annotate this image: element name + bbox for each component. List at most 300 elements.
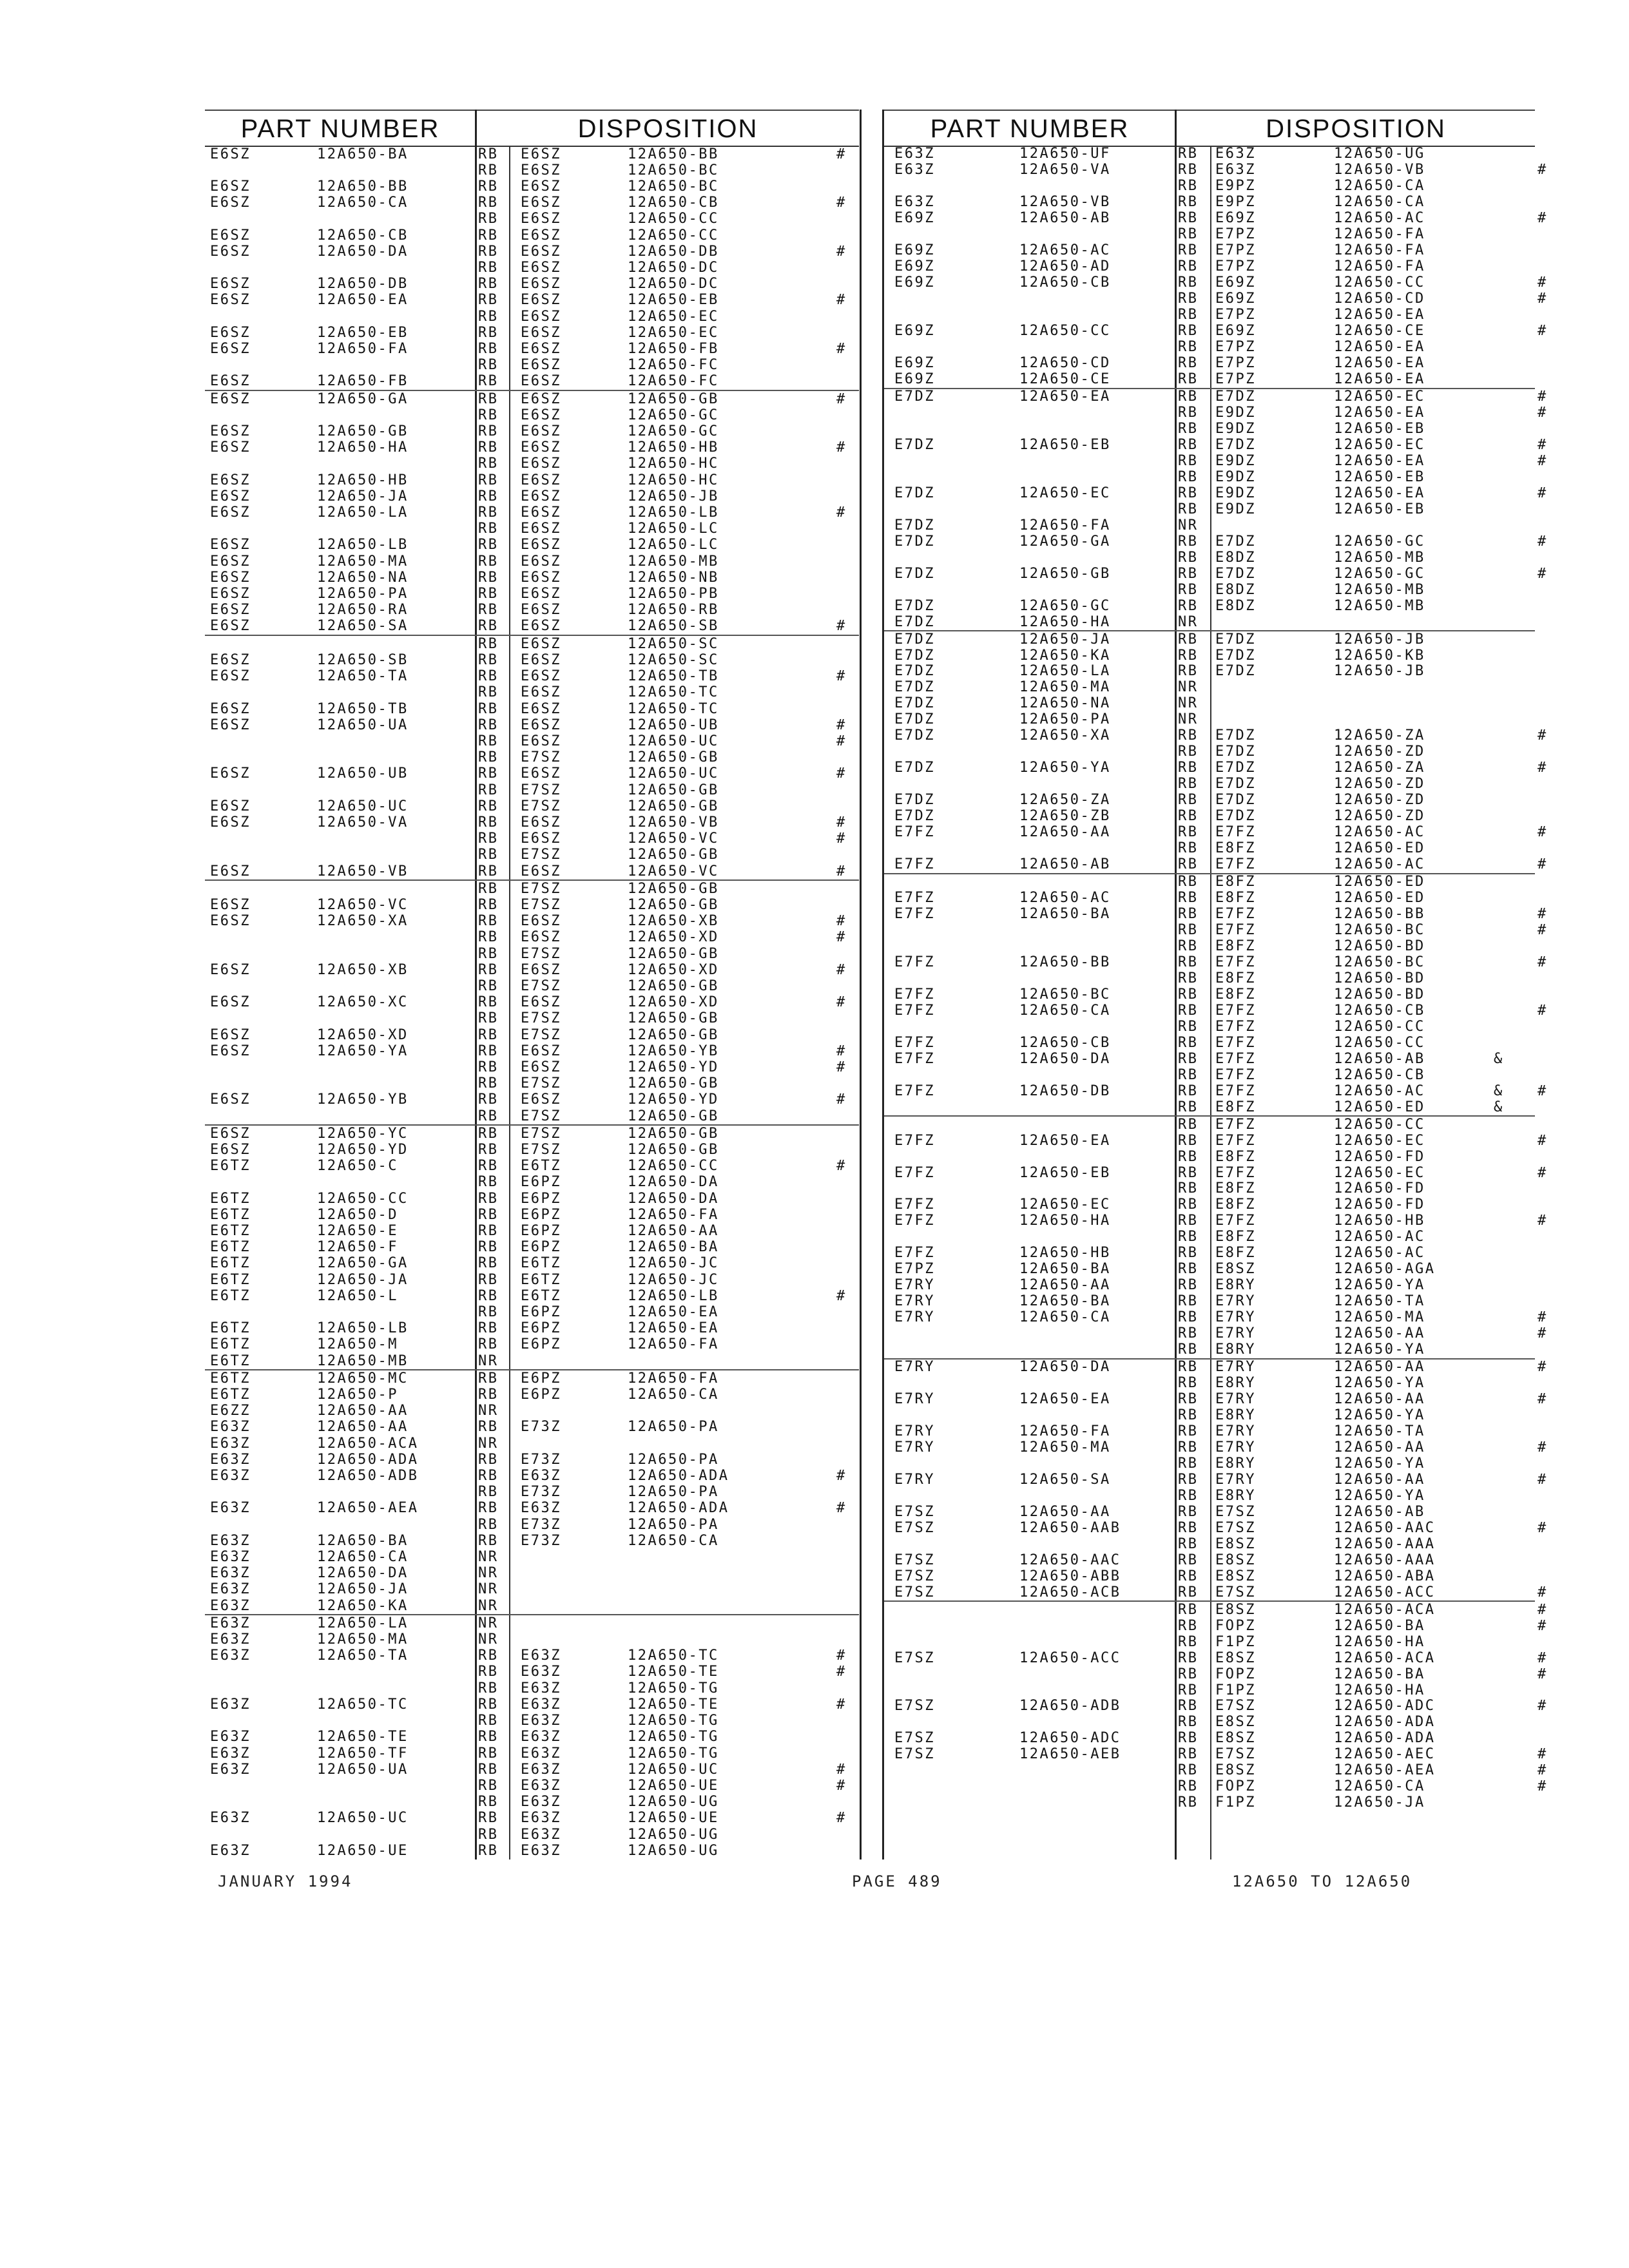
- replacement-number: 12A650-GB: [628, 798, 719, 814]
- table-row: [884, 1132, 1548, 1149]
- replacement-number: 12A650-DC: [628, 260, 719, 276]
- replacement-prefix: E63Z: [521, 1777, 561, 1794]
- replacement-number: 12A650-AA: [1334, 1391, 1425, 1408]
- table-row: [205, 1108, 859, 1124]
- table-row: [884, 1002, 1548, 1019]
- disposition-code: RB: [1178, 647, 1199, 664]
- replacement-prefix: E6SZ: [521, 178, 561, 195]
- replacement-number: 12A650-UG: [1334, 146, 1425, 162]
- replacement-prefix: F1PZ: [1215, 1682, 1256, 1698]
- part-prefix: E7RY: [894, 1391, 935, 1408]
- note-mark: #: [1537, 162, 1548, 178]
- replacement-prefix: E7RY: [1215, 1293, 1256, 1310]
- part-number: 12A650-AEB: [1019, 1746, 1121, 1763]
- replacement-number: 12A650-FA: [628, 1370, 719, 1387]
- part-number: 12A650-EA: [317, 292, 409, 309]
- part-prefix: E63Z: [210, 1696, 251, 1713]
- table-row: [884, 1278, 1535, 1294]
- replacement-prefix: E9PZ: [1215, 194, 1256, 211]
- replacement-number: 12A650-UE: [628, 1810, 719, 1827]
- table-row: [884, 1262, 1535, 1278]
- replacement-prefix: E6PZ: [521, 1174, 561, 1191]
- part-prefix: E63Z: [894, 162, 935, 178]
- table-row: [884, 1342, 1535, 1358]
- table-row: [205, 325, 859, 341]
- part-number: 12A650-AA: [317, 1419, 409, 1436]
- replacement-number: 12A650-CC: [628, 227, 719, 244]
- table-row: [205, 1353, 859, 1369]
- table-row: [205, 1369, 859, 1387]
- replacement-prefix: E8FZ: [1215, 1148, 1256, 1165]
- part-prefix: E6TZ: [210, 1158, 251, 1175]
- table-row: [884, 1149, 1535, 1165]
- replacement-prefix: E6SZ: [521, 276, 561, 293]
- table-row: [205, 309, 859, 325]
- disposition-code: RB: [1178, 581, 1199, 598]
- replacement-prefix: E63Z: [521, 1664, 561, 1680]
- part-prefix: E7RY: [894, 1423, 935, 1440]
- note-mark: #: [1537, 1666, 1548, 1682]
- note-mark: #: [1537, 565, 1548, 582]
- replacement-prefix: E73Z: [521, 1484, 561, 1501]
- replacement-prefix: E7DZ: [1215, 776, 1256, 793]
- replacement-prefix: E8SZ: [1215, 1762, 1256, 1779]
- note-mark: #: [1537, 1762, 1548, 1779]
- part-prefix: E63Z: [210, 1419, 251, 1436]
- part-prefix: E6SZ: [210, 716, 251, 733]
- replacement-number: 12A650-YA: [1334, 1277, 1425, 1294]
- replacement-prefix: E7FZ: [1215, 856, 1256, 873]
- disposition-code: RB: [1178, 970, 1199, 986]
- replacement-prefix: E6PZ: [521, 1223, 561, 1239]
- replacement-prefix: E7SZ: [1215, 1698, 1256, 1715]
- table-row: [205, 1664, 859, 1680]
- replacement-number: 12A650-ABA: [1334, 1568, 1436, 1584]
- replacement-prefix: E8RY: [1215, 1277, 1256, 1294]
- replacement-number: 12A650-YD: [628, 1091, 719, 1108]
- table-row: [884, 776, 1535, 793]
- disposition-code: RB: [478, 1842, 499, 1859]
- disposition-code: RB: [478, 733, 499, 749]
- replacement-prefix: E9DZ: [1215, 404, 1256, 421]
- replacement-prefix: E7RY: [1215, 1423, 1256, 1440]
- part-number: 12A650-AA: [1019, 824, 1111, 841]
- replacement-prefix: E6SZ: [521, 618, 561, 635]
- note-mark: #: [1537, 1519, 1548, 1536]
- disposition-code: RB: [478, 521, 499, 537]
- part-number: 12A650-UC: [317, 798, 409, 814]
- replacement-number: 12A650-GB: [628, 1026, 719, 1043]
- replacement-number: 12A650-FA: [1334, 258, 1425, 275]
- replacement-prefix: E7SZ: [521, 977, 561, 994]
- left-disposition-header: DISPOSITION: [577, 114, 758, 143]
- disposition-code: RB: [478, 1206, 499, 1223]
- part-number: 12A650-AC: [1019, 242, 1111, 259]
- table-row: [205, 1027, 859, 1043]
- replacement-prefix: E6SZ: [521, 716, 561, 733]
- disposition-code: RB: [478, 847, 499, 863]
- disposition-code: RB: [1178, 1293, 1199, 1310]
- replacement-number: 12A650-EB: [628, 292, 719, 309]
- replacement-prefix: E7DZ: [1215, 533, 1256, 550]
- table-row: [205, 1452, 859, 1468]
- replacement-number: 12A650-AAC: [1334, 1519, 1436, 1536]
- part-number: 12A650-JA: [317, 1271, 409, 1288]
- table-row: [205, 423, 859, 439]
- table-row: [884, 243, 1535, 259]
- replacement-prefix: E6SZ: [521, 324, 561, 341]
- disposition-code: RB: [478, 1370, 499, 1387]
- replacement-number: 12A650-BC: [1334, 954, 1425, 970]
- table-row: [205, 814, 859, 831]
- note-mark: #: [836, 1091, 847, 1108]
- part-number: 12A650-ZA: [1019, 792, 1111, 809]
- table-row: [205, 1549, 859, 1565]
- replacement-prefix: E6PZ: [521, 1336, 561, 1353]
- table-row: [205, 978, 859, 994]
- replacement-prefix: E8FZ: [1215, 937, 1256, 954]
- table-row: [884, 1051, 1535, 1067]
- table-row: [205, 488, 859, 505]
- part-prefix: E63Z: [210, 1745, 251, 1762]
- disposition-code: RB: [1178, 1698, 1199, 1715]
- disposition-code: RB: [1178, 986, 1199, 1003]
- disposition-code: RB: [1178, 404, 1199, 421]
- replacement-prefix: E8FZ: [1215, 1196, 1256, 1213]
- left-parts-table: [205, 146, 859, 1859]
- table-row: [205, 1288, 859, 1304]
- replacement-number: 12A650-AA: [1334, 1439, 1425, 1456]
- disposition-code: RB: [1178, 420, 1199, 437]
- disposition-code: RB: [1178, 792, 1199, 809]
- replacement-number: 12A650-DA: [628, 1174, 719, 1191]
- part-prefix: E7FZ: [894, 1034, 935, 1051]
- part-number: 12A650-CB: [1019, 274, 1111, 291]
- disposition-code: RB: [1178, 840, 1199, 857]
- part-number: 12A650-MA: [1019, 679, 1111, 696]
- disposition-code: RB: [1178, 1633, 1199, 1650]
- part-number: 12A650-XD: [317, 1026, 409, 1043]
- replacement-prefix: E73Z: [521, 1419, 561, 1436]
- replacement-number: 12A650-ZD: [1334, 744, 1425, 760]
- replacement-number: 12A650-XB: [628, 913, 719, 930]
- table-row: [205, 1419, 859, 1436]
- replacement-number: 12A650-TC: [628, 1648, 719, 1664]
- table-row: [884, 1325, 1548, 1342]
- replacement-prefix: E7SZ: [521, 847, 561, 863]
- replacement-number: 12A650-FD: [1334, 1180, 1425, 1197]
- part-number: 12A650-AC: [1019, 890, 1111, 907]
- table-row: [884, 1309, 1548, 1326]
- replacement-number: 12A650-YA: [1334, 1375, 1425, 1392]
- table-row: [884, 259, 1535, 275]
- replacement-prefix: E7SZ: [521, 782, 561, 798]
- disposition-code: RB: [1178, 1034, 1199, 1051]
- disposition-code: RB: [1178, 1245, 1199, 1262]
- replacement-prefix: E8SZ: [1215, 1601, 1256, 1618]
- disposition-code: RB: [1178, 323, 1199, 340]
- disposition-code: RB: [478, 211, 499, 227]
- replacement-prefix: E6TZ: [521, 1271, 561, 1288]
- replacement-number: 12A650-GB: [628, 847, 719, 863]
- disposition-code: RB: [478, 1091, 499, 1108]
- replacement-prefix: E8FZ: [1215, 840, 1256, 857]
- disposition-code: RB: [1178, 727, 1199, 744]
- table-row: [205, 1175, 859, 1191]
- disposition-code: RB: [1178, 452, 1199, 469]
- part-number: 12A650-YB: [317, 1091, 409, 1108]
- disposition-code: RB: [478, 407, 499, 423]
- table-row: [205, 162, 859, 178]
- replacement-number: 12A650-UC: [628, 1761, 719, 1778]
- disposition-code: RB: [478, 162, 499, 178]
- replacement-prefix: E6SZ: [521, 929, 561, 946]
- disposition-code: NR: [478, 1549, 499, 1566]
- disposition-code: RB: [478, 1304, 499, 1321]
- table-row: [205, 1517, 859, 1533]
- part-prefix: E6SZ: [210, 913, 251, 930]
- disposition-code: NR: [1178, 517, 1199, 533]
- disposition-code: RB: [478, 1059, 499, 1075]
- table-row: [205, 1745, 859, 1762]
- replacement-prefix: E6SZ: [521, 1091, 561, 1108]
- table-row: [884, 873, 1535, 890]
- replacement-prefix: E8DZ: [1215, 549, 1256, 566]
- part-number: 12A650-PA: [1019, 711, 1111, 728]
- part-prefix: E6SZ: [210, 700, 251, 717]
- replacement-prefix: E7DZ: [1215, 663, 1256, 680]
- part-number: 12A650-NA: [1019, 695, 1111, 712]
- part-number: 12A650-ACB: [1019, 1584, 1121, 1600]
- disposition-code: RB: [478, 1664, 499, 1680]
- part-prefix: E6SZ: [210, 618, 251, 635]
- replacement-number: 12A650-PB: [628, 586, 719, 602]
- disposition-code: RB: [478, 1680, 499, 1696]
- replacement-number: 12A650-CC: [628, 211, 719, 227]
- part-prefix: E7SZ: [894, 1568, 935, 1584]
- note-mark: #: [836, 292, 847, 309]
- note-mark: #: [1537, 1617, 1548, 1634]
- replacement-prefix: E63Z: [521, 1810, 561, 1827]
- replacement-prefix: E8SZ: [1215, 1535, 1256, 1552]
- replacement-prefix: E9DZ: [1215, 501, 1256, 517]
- part-number: 12A650-D: [317, 1206, 398, 1223]
- note-mark: #: [1537, 1778, 1548, 1795]
- part-prefix: E7RY: [894, 1471, 935, 1488]
- part-prefix: E7FZ: [894, 1196, 935, 1213]
- part-prefix: E63Z: [210, 1615, 251, 1631]
- part-number: 12A650-EB: [1019, 1164, 1111, 1181]
- disposition-code: RB: [478, 178, 499, 195]
- replacement-prefix: E8FZ: [1215, 890, 1256, 907]
- part-prefix: E6SZ: [210, 668, 251, 685]
- part-prefix: E7RY: [894, 1359, 935, 1376]
- right-disposition-header: DISPOSITION: [1266, 114, 1446, 143]
- table-row: [205, 227, 859, 244]
- disposition-code: RB: [1178, 1082, 1199, 1099]
- replacement-number: 12A650-DC: [628, 276, 719, 293]
- and-mark: &: [1494, 1050, 1504, 1067]
- disposition-code: RB: [1178, 808, 1199, 825]
- part-prefix: E6TZ: [210, 1190, 251, 1207]
- part-prefix: E6SZ: [210, 423, 251, 440]
- part-prefix: E7FZ: [894, 824, 935, 841]
- replacement-prefix: E63Z: [521, 1729, 561, 1745]
- part-number: 12A650-SA: [317, 618, 409, 635]
- table-row: [884, 1099, 1535, 1115]
- replacement-number: 12A650-CB: [1334, 1002, 1425, 1019]
- table-row: [884, 1213, 1548, 1229]
- disposition-code: RB: [1178, 210, 1199, 227]
- disposition-code: RB: [478, 1158, 499, 1175]
- replacement-number: 12A650-GB: [628, 782, 719, 798]
- replacement-number: 12A650-BC: [1334, 921, 1425, 938]
- part-prefix: E7RY: [894, 1439, 935, 1456]
- table-row: [205, 1256, 859, 1272]
- replacement-number: 12A650-CC: [628, 1158, 719, 1175]
- disposition-code: RB: [1178, 1116, 1199, 1133]
- part-number: 12A650-DA: [1019, 1050, 1111, 1067]
- replacement-prefix: E8SZ: [1215, 1649, 1256, 1666]
- note-mark: #: [836, 1158, 847, 1175]
- replacement-prefix: E7PZ: [1215, 242, 1256, 259]
- replacement-number: 12A650-KB: [1334, 647, 1425, 664]
- disposition-code: RB: [1178, 1519, 1199, 1536]
- note-mark: #: [836, 341, 847, 358]
- table-row: [884, 1456, 1535, 1472]
- part-number: 12A650-BA: [1019, 1293, 1111, 1310]
- disposition-code: RB: [478, 146, 499, 162]
- table-row: [205, 1059, 859, 1075]
- replacement-number: 12A650-MB: [1334, 549, 1425, 566]
- note-mark: #: [836, 1777, 847, 1794]
- replacement-number: 12A650-GB: [628, 1108, 719, 1124]
- part-prefix: E7DZ: [894, 792, 935, 809]
- part-number: 12A650-CA: [1019, 1309, 1111, 1326]
- part-prefix: E6SZ: [210, 651, 251, 668]
- table-row: [205, 440, 859, 456]
- replacement-number: 12A650-XD: [628, 929, 719, 946]
- disposition-code: RB: [478, 1043, 499, 1059]
- table-row: [205, 521, 859, 537]
- replacement-prefix: E6SZ: [521, 423, 561, 440]
- replacement-number: 12A650-FA: [1334, 242, 1425, 259]
- disposition-code: RB: [1178, 226, 1199, 243]
- part-prefix: E6SZ: [210, 276, 251, 293]
- table-row: [884, 890, 1535, 907]
- note-mark: #: [836, 814, 847, 831]
- note-mark: #: [1537, 1002, 1548, 1019]
- disposition-code: RB: [1178, 597, 1199, 614]
- disposition-code: RB: [1178, 776, 1199, 793]
- note-mark: #: [836, 913, 847, 930]
- part-prefix: E6SZ: [210, 341, 251, 358]
- note-mark: #: [1537, 1082, 1548, 1099]
- table-row: [884, 744, 1535, 760]
- replacement-number: 12A650-MB: [1334, 581, 1425, 598]
- part-prefix: E63Z: [894, 194, 935, 211]
- replacement-prefix: E6SZ: [521, 341, 561, 358]
- part-number: 12A650-GB: [1019, 565, 1111, 582]
- note-mark: #: [836, 961, 847, 978]
- table-row: [884, 1568, 1535, 1584]
- replacement-prefix: E8RY: [1215, 1341, 1256, 1358]
- replacement-prefix: E7FZ: [1215, 1034, 1256, 1051]
- disposition-code: RB: [478, 913, 499, 930]
- replacement-number: 12A650-NB: [628, 569, 719, 586]
- table-row: [205, 407, 859, 423]
- replacement-prefix: E7DZ: [1215, 727, 1256, 744]
- part-number: 12A650-DB: [317, 276, 409, 293]
- replacement-number: 12A650-EC: [628, 324, 719, 341]
- table-row: [884, 291, 1548, 307]
- disposition-code: RB: [478, 1190, 499, 1207]
- table-row: [205, 914, 859, 930]
- part-prefix: E7RY: [894, 1293, 935, 1310]
- part-number: 12A650-ADC: [1019, 1730, 1121, 1747]
- replacement-prefix: E6SZ: [521, 586, 561, 602]
- disposition-code: RB: [478, 357, 499, 374]
- replacement-number: 12A650-TC: [628, 700, 719, 717]
- part-number: 12A650-MA: [317, 1631, 409, 1648]
- replacement-prefix: E7FZ: [1215, 1164, 1256, 1181]
- replacement-number: 12A650-FA: [628, 1206, 719, 1223]
- replacement-prefix: E7PZ: [1215, 258, 1256, 275]
- table-row: [205, 701, 859, 717]
- part-number: 12A650-JA: [317, 488, 409, 505]
- part-number: 12A650-VA: [317, 814, 409, 831]
- table-row: [884, 970, 1535, 986]
- part-number: 12A650-CE: [1019, 371, 1111, 388]
- part-number: 12A650-AAB: [1019, 1519, 1121, 1536]
- part-number: 12A650-AEA: [317, 1500, 419, 1517]
- replacement-number: 12A650-EA: [1334, 355, 1425, 372]
- left-part-number-header: PART NUMBER: [240, 114, 440, 143]
- replacement-prefix: E6PZ: [521, 1304, 561, 1321]
- replacement-number: 12A650-GB: [628, 945, 719, 962]
- table-row: [205, 1680, 859, 1696]
- disposition-code: RB: [478, 1026, 499, 1043]
- table-row: [205, 195, 859, 211]
- table-row: [884, 1376, 1535, 1392]
- replacement-number: 12A650-JB: [1334, 631, 1425, 648]
- part-prefix: E7DZ: [894, 389, 935, 405]
- part-number: 12A650-ADB: [317, 1468, 419, 1485]
- replacement-prefix: E6SZ: [521, 227, 561, 244]
- note-mark: #: [1537, 1746, 1548, 1763]
- replacement-prefix: E6PZ: [521, 1206, 561, 1223]
- note-mark: #: [1537, 1698, 1548, 1715]
- table-row: [884, 1731, 1535, 1747]
- replacement-number: 12A650-JB: [1334, 663, 1425, 680]
- table-row: [884, 227, 1535, 243]
- replacement-number: 12A650-CA: [1334, 1778, 1425, 1795]
- part-prefix: E7DZ: [894, 517, 935, 533]
- disposition-code: RB: [1178, 1359, 1199, 1376]
- part-prefix: E6SZ: [210, 178, 251, 195]
- part-prefix: E7FZ: [894, 1050, 935, 1067]
- note-mark: #: [1537, 210, 1548, 227]
- disposition-code: RB: [1178, 1066, 1199, 1083]
- replacement-number: 12A650-ADA: [1334, 1714, 1436, 1731]
- replacement-number: 12A650-BD: [1334, 937, 1425, 954]
- table-row: [205, 1436, 859, 1452]
- part-prefix: E63Z: [894, 146, 935, 162]
- disposition-code: RB: [1178, 1471, 1199, 1488]
- part-prefix: E7SZ: [894, 1730, 935, 1747]
- replacement-number: 12A650-ED: [1334, 890, 1425, 907]
- replacement-number: 12A650-EB: [1334, 468, 1425, 485]
